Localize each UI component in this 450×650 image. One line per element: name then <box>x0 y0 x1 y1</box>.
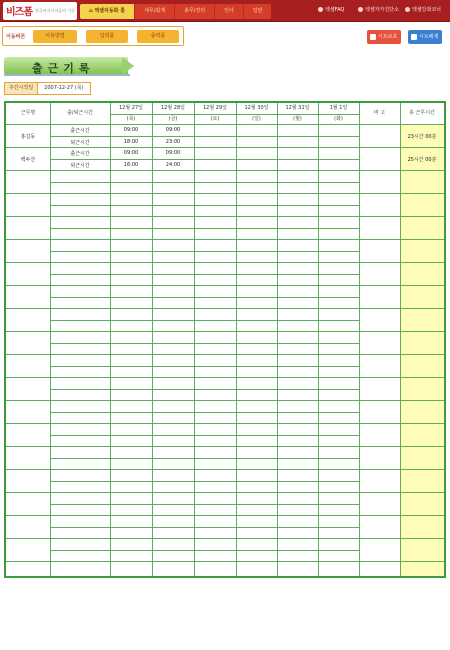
util-link-faq[interactable]: 엑셀FAQ <box>318 6 344 13</box>
sub-row-divider <box>50 504 359 505</box>
row-divider <box>6 515 444 516</box>
lecture-icon <box>405 7 410 12</box>
row-divider <box>6 446 444 447</box>
lock-icon <box>370 34 376 40</box>
usage-button[interactable]: 사용방법 <box>33 30 77 43</box>
column-divider <box>359 103 360 576</box>
clock-in-label-2: 출근시간 <box>70 151 90 157</box>
header-note: 비 고 <box>373 110 386 116</box>
sub-row-divider <box>50 458 359 459</box>
header-type: 출/퇴근시간 <box>67 110 93 116</box>
sheet-unprotect-button[interactable]: 시트해제 <box>408 30 442 44</box>
sub-row-divider <box>50 366 359 367</box>
menu-item-hr[interactable]: 인사 <box>215 4 244 19</box>
output-form-button[interactable]: 출력폼 <box>137 30 179 43</box>
sheet-protect-button[interactable]: 시트보호 <box>367 30 401 44</box>
sub-row-divider <box>50 343 359 344</box>
clock-out-label-1: 퇴근시간 <box>70 140 90 146</box>
sub-row-divider <box>50 435 359 436</box>
header-total: 총 근무시간 <box>409 110 435 116</box>
employee-name-2: 백두산 <box>20 157 36 163</box>
util-link-diagnose[interactable]: 엑셀자가진단소 <box>358 6 399 13</box>
header-day-1-weekday: (목) <box>126 116 136 122</box>
sub-row-divider <box>50 389 359 390</box>
clock-out-time-2-2[interactable]: 24:00 <box>165 162 181 168</box>
header-day-6-date: 1월 1일 <box>329 105 348 111</box>
header-date-divider <box>110 114 359 115</box>
logo-mark: 비즈폼 <box>6 7 32 18</box>
row-divider <box>6 469 444 470</box>
row-divider <box>6 331 444 332</box>
sub-row-divider <box>50 274 359 275</box>
sub-row-divider <box>50 205 359 206</box>
row-divider <box>6 285 444 286</box>
row-divider <box>6 377 444 378</box>
sub-row-divider <box>50 136 359 137</box>
column-divider <box>110 103 111 576</box>
home-icon: ⌂ <box>89 8 95 14</box>
sub-bar <box>0 26 450 48</box>
sub-row-divider <box>50 527 359 528</box>
row-divider <box>6 193 444 194</box>
header-day-4-date: 12월 30일 <box>244 105 269 111</box>
row-divider <box>6 216 444 217</box>
nav-group-label: 이동버튼 <box>6 34 26 40</box>
row-divider <box>6 239 444 240</box>
total-hours-1: 23시간 00분 <box>407 134 437 140</box>
header-day-4-weekday: (일) <box>252 116 261 122</box>
clock-out-time-1-1[interactable]: 18:00 <box>123 139 139 145</box>
bizforms-logo[interactable] <box>3 2 77 20</box>
menu-item-general-affairs[interactable]: 총무/경리 <box>175 4 215 19</box>
top-bar <box>0 0 450 22</box>
column-divider <box>50 103 51 576</box>
util-link-lecture[interactable]: 엑셀강좌코너 <box>405 6 441 13</box>
header-day-2-date: 12월 28일 <box>161 105 185 111</box>
menu-item-general[interactable]: 일반 <box>252 8 263 14</box>
nav-button-group <box>2 26 184 46</box>
week-start-value[interactable]: 2007-12-27 (목) <box>44 85 84 91</box>
row-divider <box>6 147 444 148</box>
sub-row-divider <box>50 412 359 413</box>
header-day-5-date: 12월 31일 <box>285 105 310 111</box>
page-title: 출근기록 <box>32 62 95 75</box>
column-divider <box>400 103 401 576</box>
clock-in-time-1-2[interactable]: 09:00 <box>165 127 181 133</box>
sub-row-divider <box>50 550 359 551</box>
menu-item-excel-home[interactable]: ⌂ 엑셀자동화 홈 <box>80 4 135 19</box>
sub-row-divider <box>50 481 359 482</box>
header-divider <box>6 124 444 125</box>
header-day-6-weekday: (화) <box>334 116 343 122</box>
sub-row-divider <box>50 297 359 298</box>
clock-in-time-2-1[interactable]: 09:00 <box>123 150 139 156</box>
logo-subtitle: 한국어서식서류의 기준 <box>35 8 75 13</box>
input-form-button[interactable]: 입력폼 <box>86 30 128 43</box>
row-divider <box>6 492 444 493</box>
sub-row-divider <box>50 182 359 183</box>
faq-icon <box>318 7 323 12</box>
header-day-3-date: 12월 29일 <box>203 105 227 111</box>
clock-out-time-2-1[interactable]: 16:00 <box>123 162 139 168</box>
clock-in-label-1: 출근시간 <box>70 128 90 134</box>
menu-item-tax[interactable]: 세무/회계 <box>135 4 175 19</box>
row-divider <box>6 262 444 263</box>
attendance-table <box>4 101 446 578</box>
page-title-banner <box>4 57 136 77</box>
header-day-3-weekday: (토) <box>210 116 220 122</box>
row-divider <box>6 354 444 355</box>
diagnose-icon <box>358 7 363 12</box>
header-day-1-date: 12월 27일 <box>119 105 143 111</box>
total-column-fill <box>400 124 444 576</box>
row-divider <box>6 561 444 562</box>
column-divider <box>318 103 319 576</box>
week-start-label: 주간시작일 <box>5 83 38 94</box>
clock-out-time-1-2[interactable]: 23:00 <box>165 139 181 145</box>
row-divider <box>6 308 444 309</box>
column-divider <box>236 103 237 576</box>
clock-out-label-2: 퇴근시간 <box>70 163 90 169</box>
column-divider <box>152 103 153 576</box>
row-divider <box>6 170 444 171</box>
clock-in-time-2-2[interactable]: 09:00 <box>165 150 181 156</box>
total-hours-2: 25시간 00분 <box>407 157 437 163</box>
header-day-2-weekday: (금) <box>168 116 178 122</box>
row-divider <box>6 400 444 401</box>
clock-in-time-1-1[interactable]: 09:00 <box>123 127 139 133</box>
unlock-icon <box>411 34 417 40</box>
header-day-5-weekday: (월) <box>293 116 302 122</box>
week-start-date <box>4 82 91 95</box>
top-menu <box>80 4 271 19</box>
column-divider <box>194 103 195 576</box>
header-employee: 근무명 <box>20 110 36 116</box>
row-divider <box>6 423 444 424</box>
column-divider <box>277 103 278 576</box>
row-divider <box>6 538 444 539</box>
sub-row-divider <box>50 159 359 160</box>
sub-row-divider <box>50 251 359 252</box>
employee-name-1: 홍길동 <box>20 134 36 140</box>
sub-row-divider <box>50 320 359 321</box>
sub-row-divider <box>50 228 359 229</box>
